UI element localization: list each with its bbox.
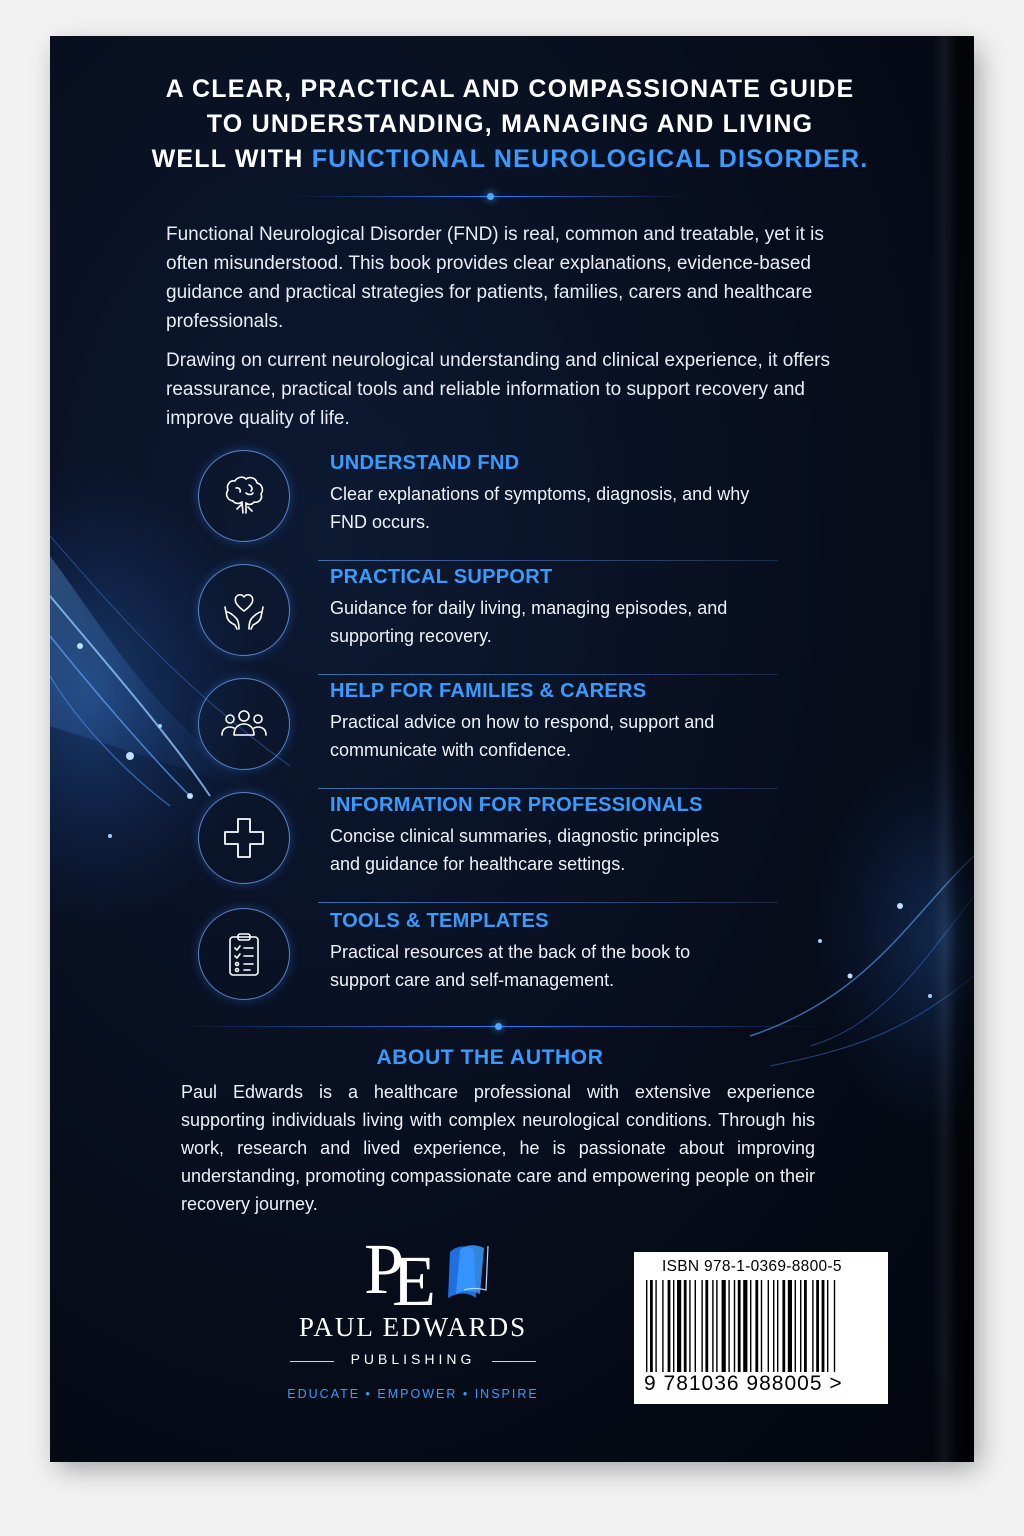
barcode-bar bbox=[816, 1280, 819, 1372]
barcode-bar bbox=[689, 1280, 690, 1372]
intro-paragraph-1: Functional Neurological Disorder (FND) is real, common and treatable, yet it is often misunderstood. This book provides clear explanations, evidence-based guidance and practical strategies for patients, families, carers and healthcare professionals. bbox=[166, 224, 824, 332]
barcode-bar bbox=[755, 1280, 758, 1372]
barcode-number: 9 781036 988005 > bbox=[644, 1372, 843, 1395]
headline-line-3 bbox=[90, 142, 930, 177]
headline-line-2: TO UNDERSTANDING, MANAGING AND LIVING bbox=[206, 110, 814, 138]
feature-separator bbox=[318, 560, 778, 561]
feature-title: INFORMATION FOR PROFESSIONALS bbox=[330, 794, 703, 816]
isbn-barcode bbox=[634, 1252, 888, 1404]
barcode-bar bbox=[650, 1280, 653, 1372]
barcode-bar bbox=[738, 1280, 741, 1372]
headline-line-1: A CLEAR, PRACTICAL AND COMPASSIONATE GUIDE bbox=[165, 75, 855, 103]
feature-separator bbox=[318, 902, 778, 903]
barcode-bar bbox=[662, 1280, 663, 1372]
barcode-bar bbox=[677, 1280, 681, 1372]
intro-paragraph-2: Drawing on current neurological understanding and clinical experience, it offers reassurance, practical tools and reliable information to support recovery and improve quality of life. bbox=[166, 350, 830, 429]
brain-icon bbox=[198, 450, 290, 542]
headline bbox=[90, 72, 930, 177]
barcode-bar bbox=[800, 1280, 801, 1372]
barcode-bar bbox=[734, 1280, 735, 1372]
barcode-bar bbox=[716, 1280, 717, 1372]
feature-separator bbox=[318, 674, 778, 675]
barcode-bar bbox=[834, 1280, 835, 1372]
barcode-bar bbox=[668, 1280, 671, 1372]
barcode-bar bbox=[804, 1280, 807, 1372]
about-divider bbox=[170, 1026, 826, 1027]
feature-tools-templates bbox=[198, 908, 838, 1018]
feature-title: HELP FOR FAMILIES & CARERS bbox=[330, 680, 647, 702]
barcode-bar bbox=[795, 1280, 796, 1372]
publisher-monogram bbox=[364, 1228, 474, 1321]
feature-practical-support bbox=[198, 564, 838, 674]
barcode-bar bbox=[684, 1280, 687, 1372]
barcode-bar bbox=[750, 1280, 751, 1372]
feature-description: Practical advice on how to respond, support and communicate with confidence. bbox=[330, 712, 715, 760]
feature-title: TOOLS & TEMPLATES bbox=[330, 910, 549, 932]
barcode-bar bbox=[822, 1280, 825, 1372]
barcode-bar bbox=[782, 1280, 785, 1372]
barcode-bar bbox=[788, 1280, 792, 1372]
barcode-bar bbox=[705, 1280, 708, 1372]
barcode-bar bbox=[761, 1280, 762, 1372]
feature-description: Guidance for daily living, managing episodes, and supporting recovery. bbox=[330, 598, 728, 646]
monogram-e: E bbox=[392, 1241, 436, 1321]
publisher-tagline: EDUCATE • EMPOWER • INSPIRE bbox=[287, 1387, 539, 1401]
open-book-icon bbox=[444, 1242, 490, 1304]
feature-title: UNDERSTAND FND bbox=[330, 452, 520, 474]
feature-families-carers bbox=[198, 678, 838, 788]
barcode-bar bbox=[673, 1280, 674, 1372]
feature-description: Concise clinical summaries, diagnostic principles and guidance for healthcare settings. bbox=[330, 826, 720, 874]
barcode-bar bbox=[655, 1280, 656, 1372]
publisher-rule-right bbox=[492, 1361, 536, 1362]
feature-separator bbox=[318, 788, 778, 789]
barcode-bars bbox=[646, 1280, 876, 1372]
isbn-label: ISBN 978-1-0369-8800-5 bbox=[662, 1258, 842, 1275]
barcode-bar bbox=[768, 1280, 769, 1372]
feature-description: Clear explanations of symptoms, diagnosis, and why FND occurs. bbox=[330, 484, 750, 532]
about-author-text: Paul Edwards is a healthcare professional with extensive experience supporting individuals living with complex neurological conditions. Through his work, research and lived experience, he is passionate about improving understanding, promoting compassionate care and empowering people on their recovery journey. bbox=[181, 1082, 815, 1214]
barcode-bar bbox=[728, 1280, 729, 1372]
headline-accent: FUNCTIONAL NEUROLOGICAL DISORDER. bbox=[311, 145, 869, 173]
publisher-logo bbox=[278, 1228, 548, 1418]
headline-line-3-prefix: WELL WITH bbox=[151, 145, 312, 173]
medical-cross-icon bbox=[198, 792, 290, 884]
publisher-name: PAUL EDWARDS bbox=[298, 1312, 528, 1342]
top-divider bbox=[290, 196, 690, 197]
barcode-bar bbox=[777, 1280, 778, 1372]
barcode-bar bbox=[695, 1280, 696, 1372]
barcode-bar bbox=[712, 1280, 713, 1372]
feature-title: PRACTICAL SUPPORT bbox=[330, 566, 553, 588]
barcode-bar bbox=[646, 1280, 647, 1372]
barcode-bar bbox=[827, 1280, 828, 1372]
feature-professionals bbox=[198, 792, 838, 902]
barcode-bar bbox=[722, 1280, 726, 1372]
barcode-bar bbox=[743, 1280, 747, 1372]
clipboard-checklist-icon bbox=[198, 908, 290, 1000]
heart-hands-icon bbox=[198, 564, 290, 656]
feature-description: Practical resources at the back of the book to support care and self-management. bbox=[330, 942, 691, 990]
spine-edge bbox=[932, 36, 974, 1462]
people-group-icon bbox=[198, 678, 290, 770]
feature-understand-fnd bbox=[198, 450, 838, 560]
publisher-sub: PUBLISHING bbox=[350, 1351, 476, 1367]
monogram-p: P bbox=[364, 1229, 405, 1309]
about-author-title: ABOUT THE AUTHOR bbox=[376, 1046, 604, 1069]
barcode-bar bbox=[773, 1280, 774, 1372]
barcode-bar bbox=[812, 1280, 813, 1372]
book-back-cover bbox=[50, 36, 974, 1462]
barcode-bar bbox=[701, 1280, 702, 1372]
